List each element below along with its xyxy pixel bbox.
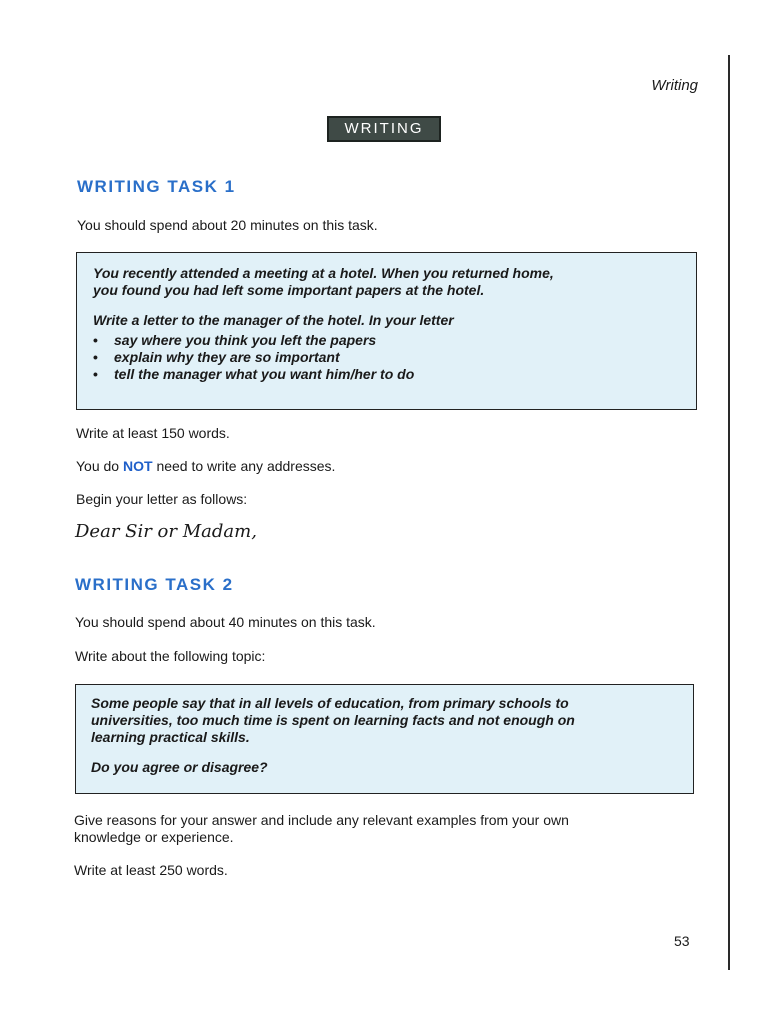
task2-topic-line-1: Some people say that in all levels of education, from primary schools to	[91, 695, 569, 711]
task1-prompt-box	[76, 252, 697, 410]
bullet-icon: •	[93, 349, 98, 365]
task2-reasons-line-2: knowledge or experience.	[74, 829, 234, 845]
task1-time-note: You should spend about 20 minutes on this task.	[77, 217, 378, 233]
task1-word-count: Write at least 150 words.	[76, 425, 230, 441]
task1-bullet-text: say where you think you left the papers	[114, 332, 377, 348]
address-note-emphasis: NOT	[122, 458, 153, 474]
task1-bullet-item	[93, 332, 680, 349]
task2-topic-line-3: learning practical skills.	[91, 729, 250, 745]
task1-heading: WRITING TASK 1	[77, 177, 236, 196]
task1-bullet-list	[93, 332, 680, 383]
task1-bullet-text: explain why they are so important	[114, 349, 340, 365]
address-note-before: You do	[76, 458, 120, 474]
task1-prompt-line-1: You recently attended a meeting at a hotel. When you returned home,	[93, 265, 554, 281]
page-number: 53	[674, 933, 690, 949]
bullet-icon: •	[93, 366, 98, 382]
section-banner: WRITING	[327, 116, 441, 142]
task2-question: Do you agree or disagree?	[91, 759, 268, 775]
task2-heading: WRITING TASK 2	[75, 575, 234, 594]
task2-time-note: You should spend about 40 minutes on this task.	[75, 614, 376, 630]
task1-salutation: Dear Sir or Madam,	[75, 521, 257, 542]
task2-word-count: Write at least 250 words.	[74, 862, 228, 878]
task1-instruction: Write a letter to the manager of the hotel. In your letter	[93, 312, 454, 328]
task1-prompt	[93, 265, 680, 299]
task1-bullet-item	[93, 349, 680, 366]
page-edge-line	[728, 55, 730, 970]
task1-prompt-line-2: you found you had left some important papers at the hotel.	[93, 282, 485, 298]
task1-begin-note: Begin your letter as follows:	[76, 491, 248, 507]
task2-topic	[91, 695, 678, 746]
task1-bullet-text: tell the manager what you want him/her to do	[114, 366, 415, 382]
bullet-icon: •	[93, 332, 98, 348]
task1-bullet-item	[93, 366, 680, 383]
running-head: Writing	[651, 77, 698, 94]
task2-topic-intro: Write about the following topic:	[75, 648, 266, 664]
task2-prompt-box	[75, 684, 694, 794]
task2-reasons	[74, 812, 569, 846]
task2-reasons-line-1: Give reasons for your answer and include any relevant examples from your own	[74, 812, 569, 828]
address-note-after: need to write any addresses.	[156, 458, 336, 474]
task2-topic-line-2: universities, too much time is spent on learning facts and not enough on	[91, 712, 575, 728]
task1-address-note	[76, 458, 335, 474]
